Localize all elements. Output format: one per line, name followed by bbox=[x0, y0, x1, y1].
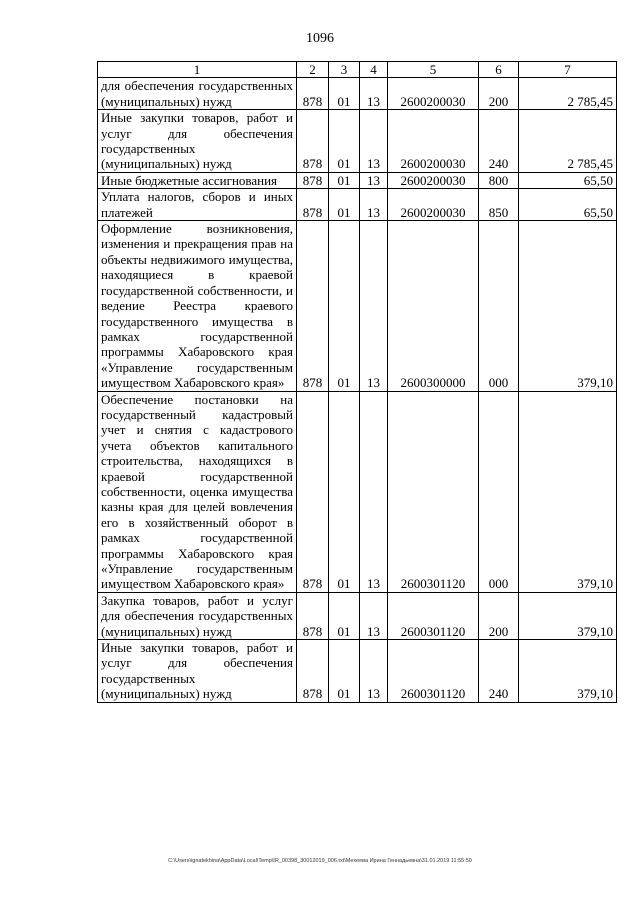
table-header-row bbox=[98, 62, 617, 78]
row-ministry-code: 878 bbox=[297, 189, 329, 221]
row-amount: 2 785,45 bbox=[519, 110, 617, 173]
row-name: Иные закупки товаров, работ и услуг для обеспечения государственных (муниципальных) нужд bbox=[98, 110, 297, 173]
row-ministry-code: 878 bbox=[297, 640, 329, 703]
row-subsection-code: 13 bbox=[360, 189, 388, 221]
header-col-4: 4 bbox=[360, 62, 388, 78]
row-ministry-code: 878 bbox=[297, 110, 329, 173]
header-col-2: 2 bbox=[297, 62, 329, 78]
row-amount: 65,50 bbox=[519, 172, 617, 188]
row-target-article: 2600301120 bbox=[388, 592, 479, 639]
row-expense-type: 800 bbox=[479, 172, 519, 188]
table-row bbox=[98, 189, 617, 221]
row-name: Оформление возникновения, изменения и прекращения прав на объекты недвижимого имущества, находящиеся в краевой государственной собственности, и ведение Реестра краевого государственного имущества в рамках государственной программы Хабаровского края «Управление государственным имуществом Хабаровского края» bbox=[98, 221, 297, 391]
row-name: Уплата налогов, сборов и иных платежей bbox=[98, 189, 297, 221]
row-subsection-code: 13 bbox=[360, 592, 388, 639]
row-target-article: 2600200030 bbox=[388, 78, 479, 110]
table-row bbox=[98, 78, 617, 110]
row-name: для обеспечения государственных (муниципальных) нужд bbox=[98, 78, 297, 110]
row-name: Иные бюджетные ассигнования bbox=[98, 172, 297, 188]
header-col-6: 6 bbox=[479, 62, 519, 78]
row-name: Закупка товаров, работ и услуг для обеспечения государственных (муниципальных) нужд bbox=[98, 592, 297, 639]
row-target-article: 2600200030 bbox=[388, 110, 479, 173]
header-col-1: 1 bbox=[98, 62, 297, 78]
row-ministry-code: 878 bbox=[297, 592, 329, 639]
row-section-code: 01 bbox=[329, 172, 360, 188]
row-section-code: 01 bbox=[329, 221, 360, 391]
row-ministry-code: 878 bbox=[297, 391, 329, 592]
table-row bbox=[98, 172, 617, 188]
row-expense-type: 200 bbox=[479, 592, 519, 639]
row-section-code: 01 bbox=[329, 189, 360, 221]
row-name: Обеспечение постановки на государственный кадастровый учет и снятия с кадастрового учета объектов капитального строительства, находящихся в краевой государственной собственности, оценка имущества казны края для целей вовлечения его в хозяйственный оборот в рамках государственной программы Хабаровского края «Управление государственным имуществом Хабаровского края» bbox=[98, 391, 297, 592]
row-section-code: 01 bbox=[329, 592, 360, 639]
row-amount: 379,10 bbox=[519, 640, 617, 703]
row-ministry-code: 878 bbox=[297, 221, 329, 391]
row-ministry-code: 878 bbox=[297, 172, 329, 188]
table-row bbox=[98, 221, 617, 391]
row-amount: 65,50 bbox=[519, 189, 617, 221]
table-row bbox=[98, 391, 617, 592]
row-section-code: 01 bbox=[329, 78, 360, 110]
row-target-article: 2600200030 bbox=[388, 189, 479, 221]
file-path-footer: C:\Users\ignatekhina\AppData\Local\Temp\IR_00398_30012019_006.txt\Мехеева Ирина Геннадьевна\31.01.2019 11:55:50 bbox=[168, 858, 472, 864]
row-amount: 379,10 bbox=[519, 592, 617, 639]
row-target-article: 2600301120 bbox=[388, 640, 479, 703]
row-section-code: 01 bbox=[329, 110, 360, 173]
row-section-code: 01 bbox=[329, 391, 360, 592]
header-col-3: 3 bbox=[329, 62, 360, 78]
row-ministry-code: 878 bbox=[297, 78, 329, 110]
page-number: 1096 bbox=[306, 31, 334, 46]
row-expense-type: 850 bbox=[479, 189, 519, 221]
header-col-7: 7 bbox=[519, 62, 617, 78]
row-subsection-code: 13 bbox=[360, 78, 388, 110]
row-subsection-code: 13 bbox=[360, 640, 388, 703]
row-subsection-code: 13 bbox=[360, 391, 388, 592]
row-expense-type: 000 bbox=[479, 221, 519, 391]
table-row bbox=[98, 110, 617, 173]
row-expense-type: 240 bbox=[479, 640, 519, 703]
row-amount: 379,10 bbox=[519, 221, 617, 391]
row-target-article: 2600200030 bbox=[388, 172, 479, 188]
row-section-code: 01 bbox=[329, 640, 360, 703]
header-col-5: 5 bbox=[388, 62, 479, 78]
row-amount: 379,10 bbox=[519, 391, 617, 592]
table-row bbox=[98, 592, 617, 639]
row-target-article: 2600301120 bbox=[388, 391, 479, 592]
row-expense-type: 240 bbox=[479, 110, 519, 173]
row-amount: 2 785,45 bbox=[519, 78, 617, 110]
row-expense-type: 200 bbox=[479, 78, 519, 110]
row-target-article: 2600300000 bbox=[388, 221, 479, 391]
row-name: Иные закупки товаров, работ и услуг для обеспечения государственных (муниципальных) нужд bbox=[98, 640, 297, 703]
row-subsection-code: 13 bbox=[360, 221, 388, 391]
row-subsection-code: 13 bbox=[360, 172, 388, 188]
budget-table bbox=[97, 61, 617, 703]
row-expense-type: 000 bbox=[479, 391, 519, 592]
row-subsection-code: 13 bbox=[360, 110, 388, 173]
table-row bbox=[98, 640, 617, 703]
